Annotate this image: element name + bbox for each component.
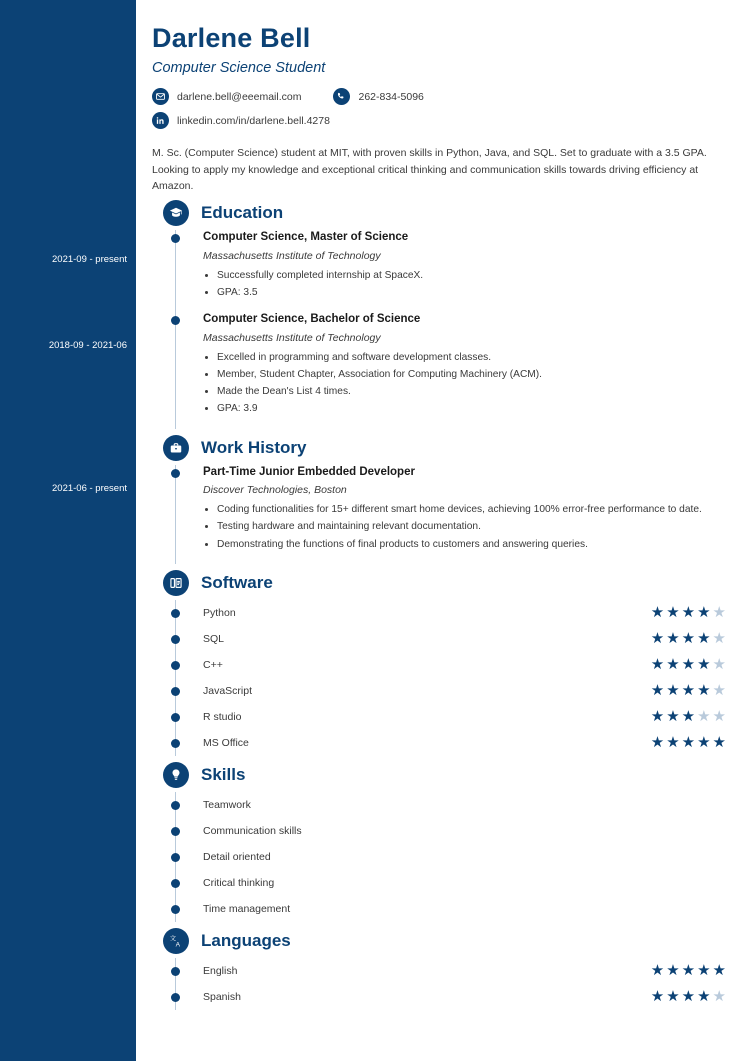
software-label: C++ — [203, 658, 223, 671]
rating-stars: ★★★★★ — [650, 604, 728, 622]
section-title-work-history: Work History — [201, 437, 307, 457]
contact-phone-text: 262-834-5096 — [358, 90, 424, 103]
section-header-skills — [152, 762, 730, 788]
date-label-education-2: 2018-09 - 2021-06 — [48, 340, 127, 351]
list-item — [152, 600, 730, 626]
list-item — [152, 896, 730, 922]
contact-linkedin[interactable] — [152, 112, 330, 129]
list-item — [152, 870, 730, 896]
software-window-icon — [163, 570, 189, 596]
list-item: • Testing hardware and maintaining relevant documentation. — [217, 519, 730, 534]
sidebar-rail — [0, 0, 136, 1061]
section-title-skills: Skills — [201, 764, 246, 784]
education-entry-title: Computer Science, Master of Science — [203, 231, 409, 244]
candidate-job-title: Computer Science Student — [152, 60, 326, 77]
contact-email[interactable] — [152, 88, 301, 105]
svg-text:A: A — [175, 941, 180, 948]
briefcase-icon — [163, 435, 189, 461]
list-item: • Made the Dean's List 4 times. — [217, 384, 730, 399]
section-title-languages: Languages — [201, 930, 291, 950]
contact-row-2 — [152, 112, 730, 129]
rating-stars: ★★★★★ — [650, 708, 728, 726]
list-item — [152, 844, 730, 870]
software-label: JavaScript — [203, 684, 253, 697]
contact-block — [152, 88, 730, 129]
skill-label: Teamwork — [203, 798, 251, 811]
lightbulb-icon — [163, 762, 189, 788]
svg-text:文: 文 — [169, 935, 176, 943]
section-header-work-history — [152, 435, 730, 461]
education-entry-institution: Massachusetts Institute of Technology — [203, 331, 381, 344]
list-item: • Demonstrating the functions of final products to customers and answering queries. — [217, 537, 730, 552]
rating-stars: ★★★★★ — [650, 682, 728, 700]
list-item — [152, 704, 730, 730]
work-entry-title: Part-Time Junior Embedded Developer — [203, 465, 415, 478]
section-skills — [152, 762, 730, 922]
software-label: MS Office — [203, 736, 249, 749]
work-entry-bullets — [203, 502, 730, 552]
software-label: Python — [203, 606, 236, 619]
section-title-education: Education — [201, 203, 284, 223]
list-item — [152, 818, 730, 844]
section-title-software: Software — [201, 572, 273, 592]
software-list — [152, 600, 730, 756]
section-education — [152, 200, 730, 429]
graduation-cap-icon — [163, 200, 189, 226]
section-languages — [152, 928, 730, 1010]
rating-stars: ★★★★★ — [650, 988, 728, 1006]
list-item: • GPA: 3.9 — [217, 401, 730, 416]
education-entry-title: Computer Science, Bachelor of Science — [203, 313, 421, 326]
list-item: • Member, Student Chapter, Association for Computing Machinery (ACM). — [217, 367, 730, 382]
languages-list — [152, 958, 730, 1010]
rating-stars: ★★★★★ — [650, 630, 728, 648]
linkedin-icon — [152, 112, 169, 129]
section-work-history — [152, 435, 730, 564]
skill-label: Time management — [203, 902, 291, 915]
list-item: • Successfully completed internship at SpaceX. — [217, 268, 730, 283]
section-header-languages — [152, 928, 730, 954]
section-software — [152, 570, 730, 756]
list-item: • Excelled in programming and software development classes. — [217, 350, 730, 365]
software-label: SQL — [203, 632, 225, 645]
work-timeline — [152, 465, 730, 564]
phone-icon — [333, 88, 350, 105]
candidate-name: Darlene Bell — [152, 23, 311, 53]
skill-label: Critical thinking — [203, 876, 275, 889]
rating-stars: ★★★★★ — [650, 656, 728, 674]
contact-row-1 — [152, 88, 730, 105]
section-header-education — [152, 200, 730, 226]
section-header-software — [152, 570, 730, 596]
contact-phone[interactable] — [333, 88, 423, 105]
date-label-work-1: 2021-06 - present — [52, 483, 127, 494]
list-item: • GPA: 3.5 — [217, 285, 730, 300]
contact-linkedin-text: linkedin.com/in/darlene.bell.4278 — [177, 114, 330, 127]
professional-summary: M. Sc. (Computer Science) student at MIT, with proven skills in Python, Java, and SQL. Set to graduate with a 3.5 GPA. Looking to apply my knowledge and exceptional critical thinking and communication skills towards driving efficiency at Amazon. — [152, 147, 707, 192]
education-entry-institution: Massachusetts Institute of Technology — [203, 249, 381, 262]
list-item — [152, 652, 730, 678]
skill-label: Communication skills — [203, 824, 302, 837]
work-entry-company: Discover Technologies, Boston — [203, 484, 347, 497]
contact-email-text: darlene.bell@eeemail.com — [177, 90, 302, 103]
list-item — [152, 792, 730, 818]
translate-icon — [163, 928, 189, 954]
skill-label: Detail oriented — [203, 850, 271, 863]
work-entry — [152, 465, 730, 564]
education-entry — [152, 312, 730, 429]
list-item — [152, 626, 730, 652]
date-label-education-1: 2021-09 - present — [52, 254, 127, 265]
list-item — [152, 958, 730, 984]
education-entry — [152, 230, 730, 312]
software-label: R studio — [203, 710, 242, 723]
list-item: • Coding functionalities for 15+ different smart home devices, achieving 100% error-free performance to date. — [217, 502, 730, 517]
rating-stars: ★★★★★ — [650, 734, 728, 752]
skills-list — [152, 792, 730, 922]
resume-content — [136, 0, 750, 1061]
education-entry-bullets — [203, 350, 730, 417]
language-label: Spanish — [203, 990, 241, 1003]
list-item — [152, 984, 730, 1010]
education-entry-bullets — [203, 268, 730, 301]
list-item — [152, 730, 730, 756]
language-label: English — [203, 964, 238, 977]
envelope-icon — [152, 88, 169, 105]
education-timeline — [152, 230, 730, 429]
rating-stars: ★★★★★ — [650, 962, 728, 980]
list-item — [152, 678, 730, 704]
